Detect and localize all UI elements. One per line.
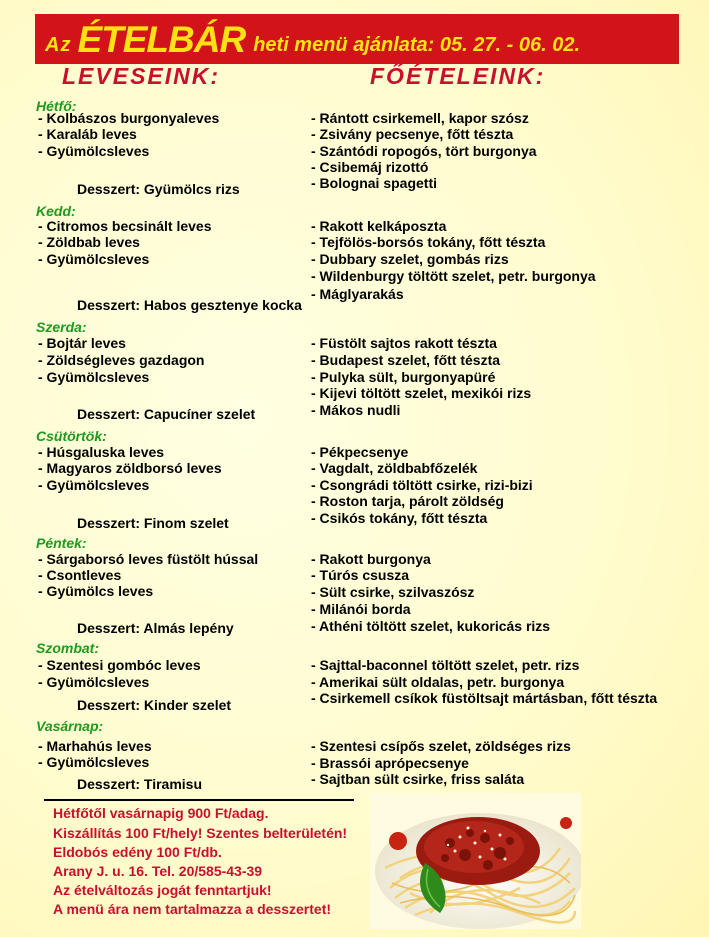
dessert-item: Desszert: Gyümölcs rizs bbox=[77, 181, 240, 197]
soup-item: - Gyümölcsleves bbox=[38, 369, 150, 385]
main-dish-item: - Kijevi töltött szelet, mexikói rizs bbox=[311, 385, 532, 401]
day-heading: Szerda: bbox=[36, 319, 87, 335]
main-dish-item: - Csirkemell csíkok füstöltsajt mártásban, főtt tészta bbox=[311, 690, 658, 706]
main-dish-item: - Roston tarja, párolt zöldség bbox=[311, 493, 504, 509]
day-heading: Szombat: bbox=[36, 640, 99, 656]
main-dish-item: - Pékpecsenye bbox=[311, 444, 409, 460]
dessert-item: Desszert: Tiramisu bbox=[77, 776, 203, 792]
footer-line: Eldobós edény 100 Ft/db. bbox=[53, 844, 222, 860]
soup-item: - Gyümölcs leves bbox=[38, 583, 154, 599]
main-dish-item: - Szántódi ropogós, tört burgonya bbox=[311, 143, 537, 159]
soup-item: - Bojtár leves bbox=[38, 335, 126, 351]
day-heading: Péntek: bbox=[36, 535, 87, 551]
main-dish-item: - Csongrádi töltött csirke, rizi-bizi bbox=[311, 477, 533, 493]
soup-item: - Zöldségleves gazdagon bbox=[38, 352, 205, 368]
divider-line bbox=[44, 799, 354, 801]
main-dish-item: - Máglyarakás bbox=[311, 286, 404, 302]
main-dish-item: - Csibemáj rizottó bbox=[311, 159, 429, 175]
soup-item: - Kolbászos burgonyaleves bbox=[38, 110, 220, 126]
main-dish-item: - Milánói borda bbox=[311, 601, 411, 617]
soup-item: - Marhahús leves bbox=[38, 738, 152, 754]
soup-item: - Sárgaborsó leves füstölt hússal bbox=[38, 551, 259, 567]
main-dish-item: - Zsivány pecsenye, főtt tészta bbox=[311, 126, 514, 142]
main-dish-item: - Athéni töltött szelet, kukoricás rizs bbox=[311, 618, 551, 634]
dessert-item: Desszert: Capucíner szelet bbox=[77, 406, 256, 422]
soup-item: - Zöldbab leves bbox=[38, 234, 140, 250]
main-dish-item: - Rakott burgonya bbox=[311, 551, 431, 567]
main-dish-item: - Wildenburgy töltött szelet, petr. burgonya bbox=[311, 268, 596, 284]
main-dish-item: - Szentesi csípős szelet, zöldséges rizs bbox=[311, 738, 571, 754]
main-dish-item: - Brassói aprópecsenye bbox=[311, 755, 469, 771]
main-dish-item: - Mákos nudli bbox=[311, 402, 401, 418]
soup-item: - Gyümölcsleves bbox=[38, 143, 150, 159]
main-dish-item: - Füstölt sajtos rakott tészta bbox=[311, 335, 497, 351]
main-dish-item: - Csikós tokány, főtt tészta bbox=[311, 510, 488, 526]
soup-item: - Magyaros zöldborsó leves bbox=[38, 460, 222, 476]
main-dish-item: - Bolognai spagetti bbox=[311, 175, 437, 191]
soup-item: - Szentesi gombóc leves bbox=[38, 657, 201, 673]
main-dish-item: - Pulyka sült, burgonyapüré bbox=[311, 369, 496, 385]
footer-line: Az ételváltozás jogát fenntartjuk! bbox=[53, 882, 272, 898]
soups-heading: LEVESEINK: bbox=[62, 63, 221, 89]
soup-item: - Gyümölcsleves bbox=[38, 251, 150, 267]
soup-item: - Gyümölcsleves bbox=[38, 674, 150, 690]
soup-item: - Karaláb leves bbox=[38, 126, 137, 142]
day-heading: Vasárnap: bbox=[36, 718, 104, 734]
header-title: ÉTELBÁR bbox=[77, 19, 246, 60]
footer-line: Hétfőtől vasárnapig 900 Ft/adag. bbox=[53, 805, 269, 821]
footer-line: Kiszállítás 100 Ft/hely! Szentes belterületén! bbox=[53, 825, 348, 841]
main-dish-item: - Vagdalt, zöldbabfőzelék bbox=[311, 460, 478, 476]
day-heading: Hétfő: bbox=[36, 98, 77, 114]
header-prefix: Az bbox=[45, 34, 72, 56]
soup-item: - Gyümölcsleves bbox=[38, 754, 150, 770]
main-dish-item: - Rántott csirkemell, kapor szósz bbox=[311, 110, 529, 126]
main-dish-item: - Budapest szelet, főtt tészta bbox=[311, 352, 501, 368]
main-dish-item: - Sült csirke, szilvaszósz bbox=[311, 584, 475, 600]
soup-item: - Citromos becsinált leves bbox=[38, 218, 212, 234]
main-dish-item: - Tejfölös-borsós tokány, főtt tészta bbox=[311, 234, 546, 250]
soup-item: - Gyümölcsleves bbox=[38, 477, 150, 493]
footer-line: A menü ára nem tartalmazza a desszertet! bbox=[53, 901, 332, 917]
header-subtitle: heti menü ajánlata: 05. 27. - 06. 02. bbox=[253, 34, 580, 56]
dessert-item: Desszert: Finom szelet bbox=[77, 515, 229, 531]
dessert-item: Desszert: Almás lepény bbox=[77, 620, 234, 636]
main-dish-item: - Sajttal-baconnel töltött szelet, petr. rizs bbox=[311, 657, 580, 673]
main-dish-item: - Rakott kelkáposzta bbox=[311, 218, 447, 234]
main-dish-item: - Túrós csusza bbox=[311, 567, 410, 583]
main-dish-item: - Amerikai sült oldalas, petr. burgonya bbox=[311, 674, 565, 690]
dessert-item: Desszert: Kinder szelet bbox=[77, 697, 232, 713]
soup-item: - Húsgaluska leves bbox=[38, 444, 165, 460]
spaghetti-photo bbox=[370, 793, 581, 929]
footer-line: Arany J. u. 16. Tel. 20/585-43-39 bbox=[53, 863, 263, 879]
day-heading: Kedd: bbox=[36, 203, 76, 219]
mains-heading: FŐÉTELEINK: bbox=[370, 63, 546, 89]
main-dish-item: - Dubbary szelet, gombás rizs bbox=[311, 251, 509, 267]
soup-item: - Csontleves bbox=[38, 567, 122, 583]
dessert-item: Desszert: Habos gesztenye kocka bbox=[77, 297, 302, 313]
main-dish-item: - Sajtban sült csirke, friss saláta bbox=[311, 771, 525, 787]
header-banner bbox=[35, 14, 679, 64]
day-heading: Csütörtök: bbox=[36, 428, 107, 444]
